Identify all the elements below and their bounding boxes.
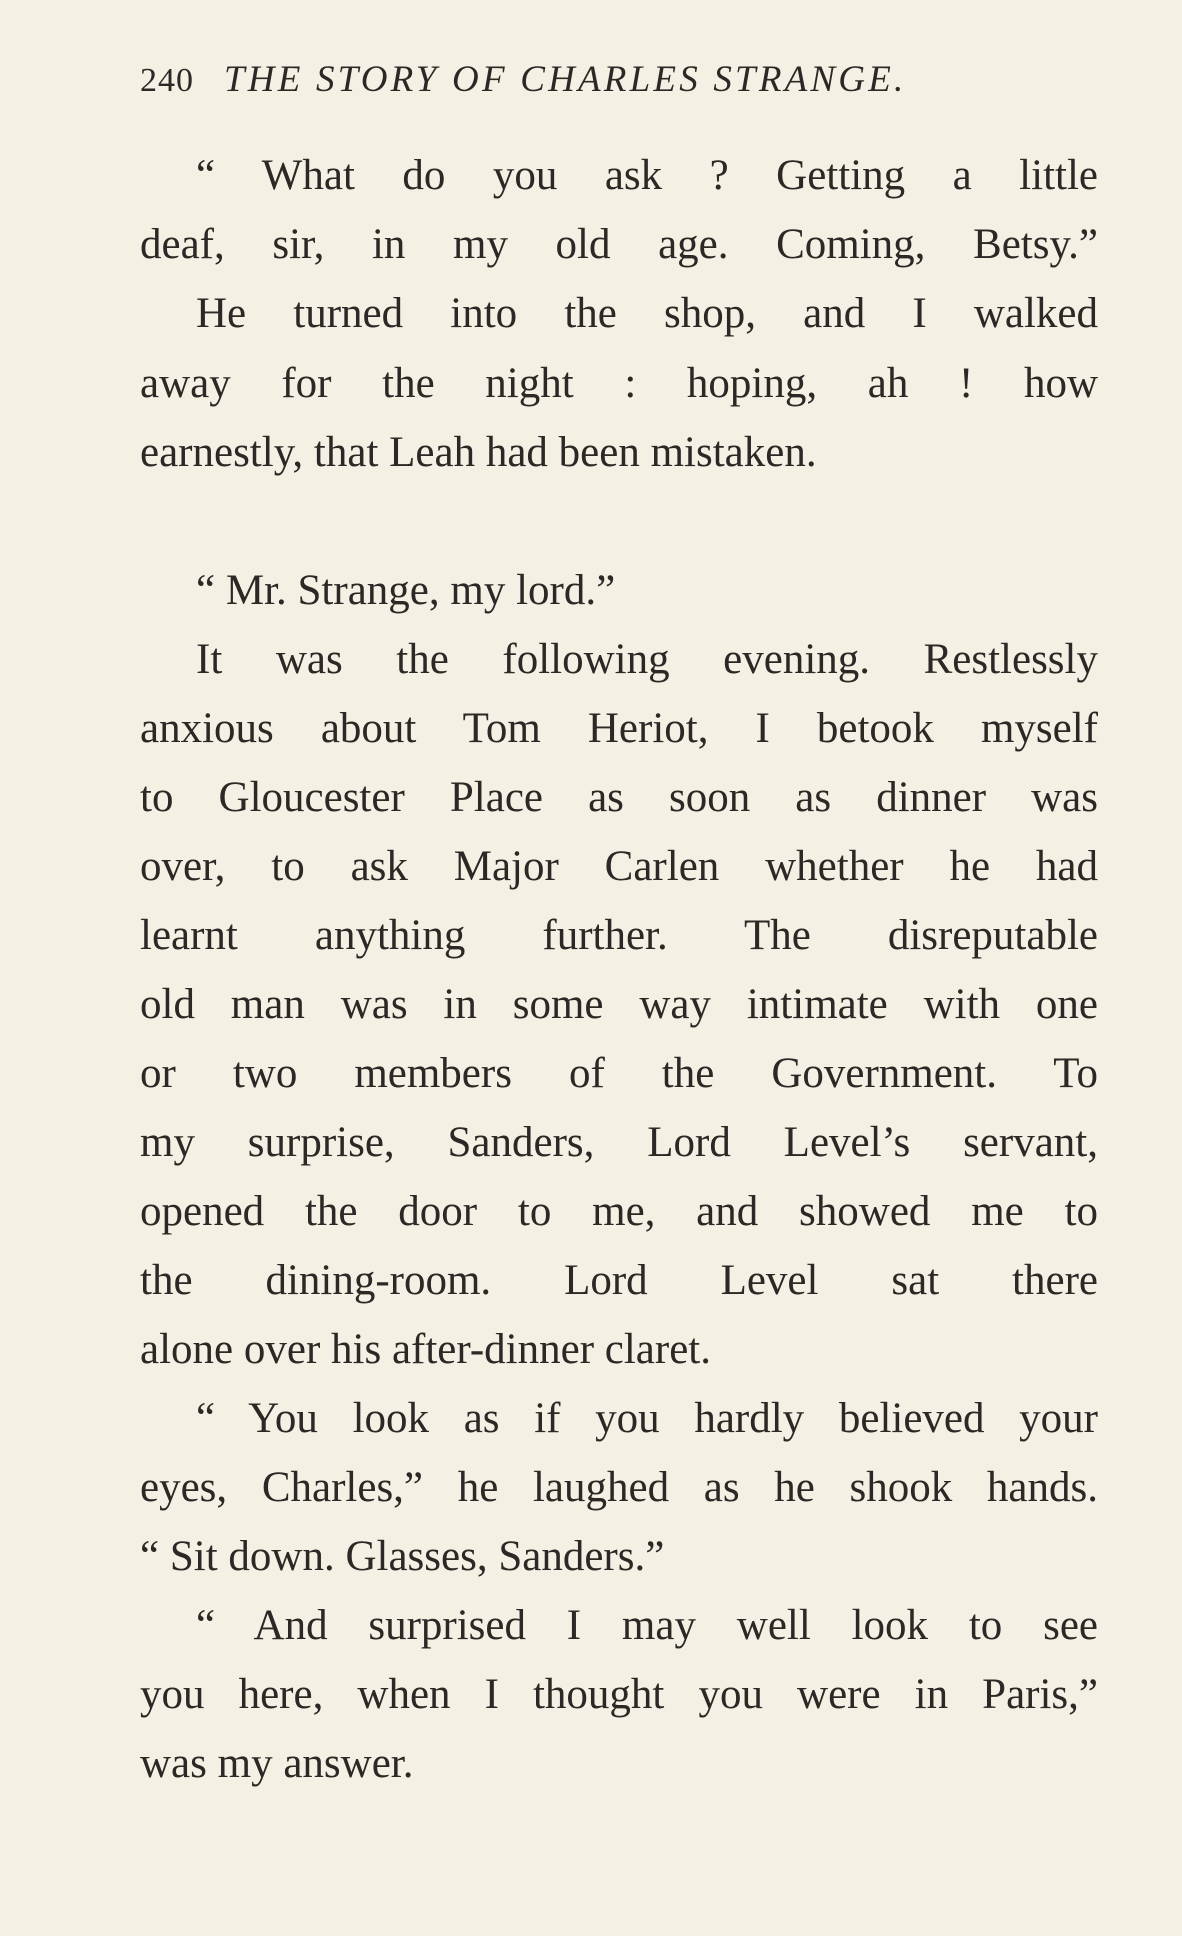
running-head — [140, 58, 1040, 108]
text-line: It was the following evening. Restlessly — [196, 636, 1098, 683]
text-line: earnestly, that Leah had been mistaken. — [140, 429, 817, 476]
page-number: 240 — [140, 62, 194, 99]
text-line: the dining-room. Lord Level sat there — [140, 1257, 1098, 1304]
text-line: was my answer. — [140, 1740, 414, 1787]
text-line: “ You look as if you hardly believed your — [196, 1395, 1098, 1442]
text-line: over, to ask Major Carlen whether he had — [140, 843, 1098, 890]
text-line: eyes, Charles,” he laughed as he shook hands. — [140, 1464, 1098, 1511]
text-line: learnt anything further. The disreputable — [140, 912, 1098, 959]
text-line: opened the door to me, and showed me to — [140, 1188, 1098, 1235]
text-line: you here, when I thought you were in Paris,” — [140, 1671, 1098, 1718]
text-line: “ And surprised I may well look to see — [196, 1602, 1098, 1649]
text-line: He turned into the shop, and I walked — [196, 290, 1098, 337]
running-title: THE STORY OF CHARLES STRANGE. — [224, 59, 907, 100]
text-line: my surprise, Sanders, Lord Level’s servant, — [140, 1119, 1098, 1166]
text-line: anxious about Tom Heriot, I betook myself — [140, 705, 1098, 752]
text-line: “ Mr. Strange, my lord.” — [196, 567, 616, 614]
text-line: alone over his after-dinner claret. — [140, 1326, 711, 1373]
text-line: deaf, sir, in my old age. Coming, Betsy.” — [140, 221, 1098, 268]
text-line: “ What do you ask ? Getting a little — [196, 152, 1098, 199]
text-line: or two members of the Government. To — [140, 1050, 1098, 1097]
text-line: away for the night : hoping, ah ! how — [140, 360, 1098, 407]
text-line: to Gloucester Place as soon as dinner was — [140, 774, 1098, 821]
text-line: “ Sit down. Glasses, Sanders.” — [140, 1533, 665, 1580]
text-line: old man was in some way intimate with one — [140, 981, 1098, 1028]
